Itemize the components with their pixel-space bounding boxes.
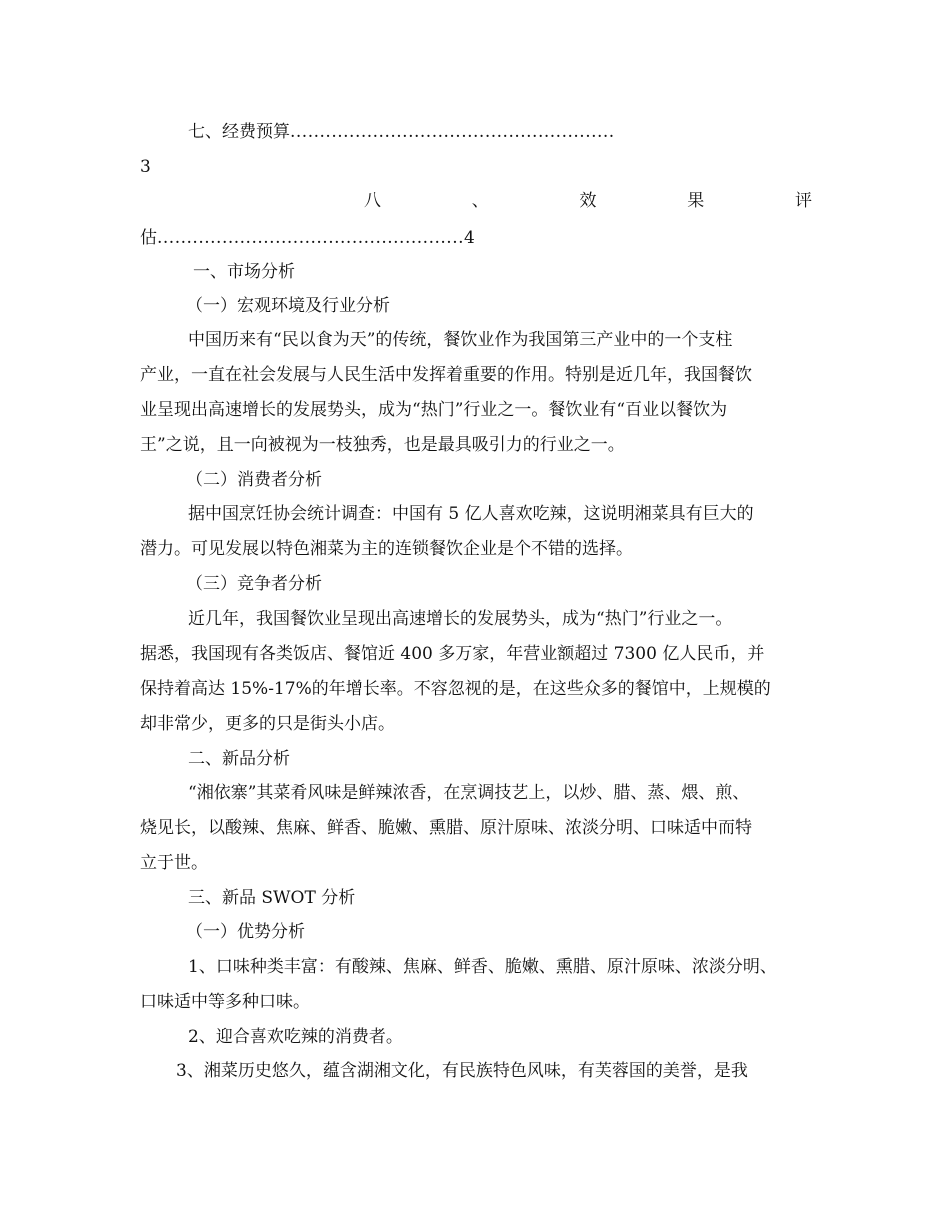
paragraph-line: 2、迎合喜欢吃辣的消费者。 xyxy=(188,1027,403,1047)
paragraph-line: 1、口味种类丰富：有酸辣、焦麻、鲜香、脆嫩、熏腊、原汁原味、浓淡分明、 xyxy=(188,957,777,977)
paragraph-line: 却非常少，更多的只是街头小店。 xyxy=(140,714,395,734)
paragraph-line: 近几年，我国餐饮业呈现出高速增长的发展势头，成为“热门”行业之一。 xyxy=(188,609,733,629)
paragraph-line: 据悉，我国现有各类饭店、餐馆近 400 多万家，年营业额超过 7300 亿人民币，并 xyxy=(140,644,765,664)
toc-item-8-char: 效 xyxy=(579,191,597,211)
paragraph-line: “湘依寨”其菜肴风味是鲜辣浓香，在烹调技艺上，以炒、腊、蒸、煨、煎、 xyxy=(188,783,750,803)
toc-item-8-label xyxy=(364,191,812,211)
toc-item-8-tail xyxy=(140,228,812,248)
toc-item-7-leader: ....................................................... xyxy=(290,122,615,142)
toc-item-8-char: 果 xyxy=(687,191,705,211)
toc-item-7 xyxy=(140,122,812,142)
paragraph-line: 烧见长，以酸辣、焦麻、鲜香、脆嫩、熏腊、原汁原味、浓淡分明、口味适中而特 xyxy=(140,818,752,838)
heading-new-product-analysis: 二、新品分析 xyxy=(188,749,290,769)
toc-item-7-label: 七、经费预算 xyxy=(188,122,290,142)
paragraph-line: 中国历来有“民以食为天”的传统，餐饮业作为我国第三产业中的一个支柱 xyxy=(188,330,733,350)
heading-swot: 三、新品 SWOT 分析 xyxy=(188,888,356,908)
heading-market-analysis: 一、市场分析 xyxy=(193,262,295,282)
toc-item-8-char: 、 xyxy=(471,191,489,211)
toc-item-8-char: 评 xyxy=(795,191,812,211)
toc-item-8-tail-text: 估 xyxy=(140,228,157,248)
toc-item-8-char: 八 xyxy=(364,191,381,211)
subheading-macro: （一）宏观环境及行业分析 xyxy=(186,296,390,316)
subheading-competitor: （三）竞争者分析 xyxy=(186,574,322,594)
paragraph-line: 3、湘菜历史悠久，蕴含湖湘文化，有民族特色风味，有芙蓉国的美誉，是我 xyxy=(176,1061,748,1081)
subheading-strengths: （一）优势分析 xyxy=(186,922,305,942)
paragraph-line: 立于世。 xyxy=(140,853,208,873)
paragraph-line: 业呈现出高速增长的发展势头，成为“热门”行业之一。餐饮业有“百业以餐饮为 xyxy=(140,400,728,420)
paragraph-line: 口味适中等多种口味。 xyxy=(140,992,310,1012)
toc-item-8-leader: .................................................... xyxy=(157,228,464,248)
subheading-consumer: （二）消费者分析 xyxy=(186,470,322,490)
toc-item-7-page: 3 xyxy=(140,157,151,177)
paragraph-line: 产业，一直在社会发展与人民生活中发挥着重要的作用。特别是近几年，我国餐饮 xyxy=(140,365,752,385)
toc-item-8-page: 4 xyxy=(464,228,475,248)
paragraph-line: 保持着高达 15%-17%的年增长率。不容忽视的是，在这些众多的餐馆中，上规模的 xyxy=(140,679,771,699)
paragraph-line: 潜力。可见发展以特色湘菜为主的连锁餐饮企业是个不错的选择。 xyxy=(140,539,633,559)
paragraph-line: 王”之说，且一向被视为一枝独秀，也是最具吸引力的行业之一。 xyxy=(140,435,625,455)
paragraph-line: 据中国烹饪协会统计调查：中国有 5 亿人喜欢吃辣，这说明湘菜具有巨大的 xyxy=(188,504,754,524)
